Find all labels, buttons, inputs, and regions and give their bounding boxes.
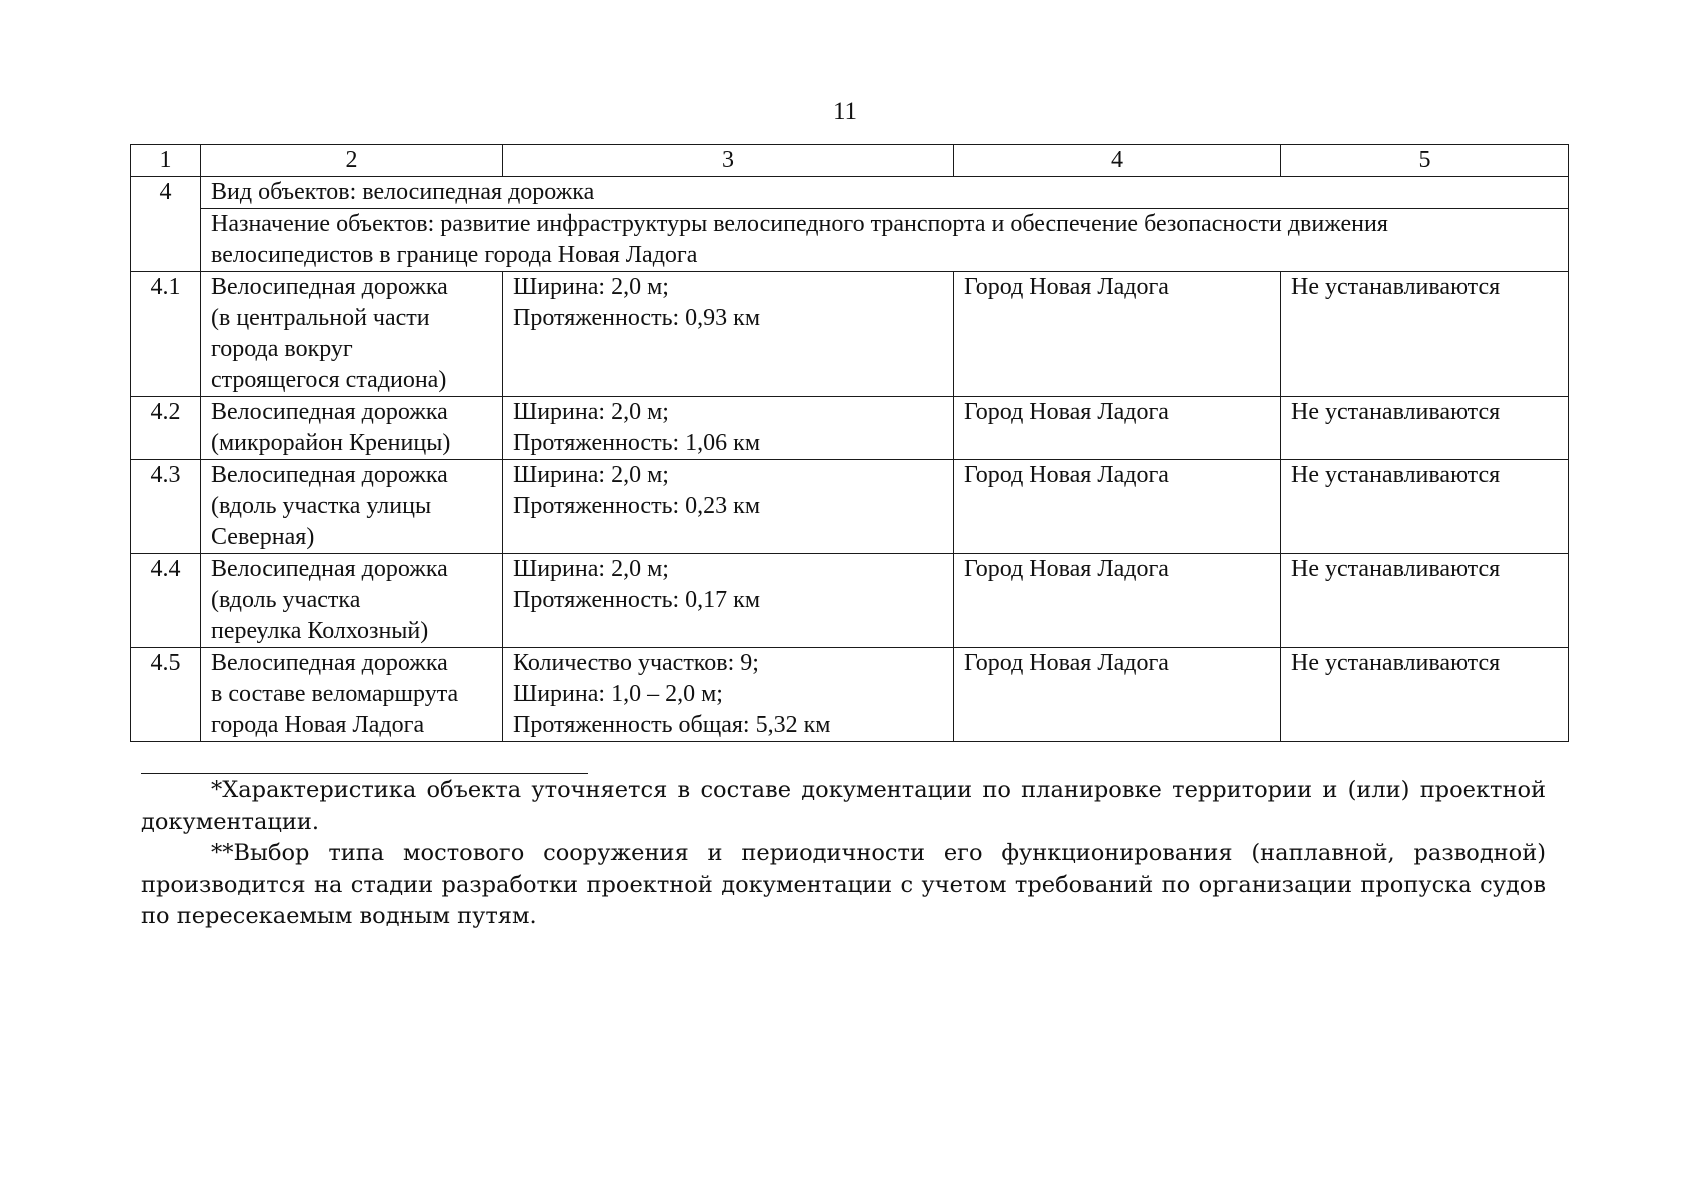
row-spec-line: Ширина: 2,0 м; [513, 399, 669, 425]
row-name-line: Велосипедная дорожка [211, 556, 448, 582]
row-spec-line: Ширина: 2,0 м; [513, 462, 669, 488]
row-location-text: Город Новая Ладога [964, 462, 1169, 488]
row-zones-text: Не устанавливаются [1291, 399, 1501, 425]
row-name-line: (вдоль участка улицы [211, 493, 432, 519]
row-zones [1281, 397, 1569, 460]
section-purpose-line: Назначение объектов: развитие инфраструктуры велосипедного транспорта и обеспечение безопасности движения [211, 211, 1388, 237]
table-header-row [131, 145, 1569, 177]
row-name-line: города вокруг [211, 336, 353, 362]
row-location [954, 460, 1281, 554]
row-spec-line: Ширина: 2,0 м; [513, 556, 669, 582]
row-location-text: Город Новая Ладога [964, 556, 1169, 582]
row-zones [1281, 272, 1569, 397]
row-location-text: Город Новая Ладога [964, 399, 1169, 425]
row-location [954, 554, 1281, 648]
footnote-separator [141, 773, 588, 774]
row-name [201, 554, 503, 648]
row-zones-text: Не устанавливаются [1291, 274, 1501, 300]
row-specs [503, 648, 954, 742]
row-location-text: Город Новая Ладога [964, 274, 1169, 300]
row-number: 4.4 [131, 554, 201, 648]
row-name [201, 397, 503, 460]
row-location [954, 397, 1281, 460]
row-name-line: (микрорайон Креницы) [211, 430, 451, 456]
row-number: 4.2 [131, 397, 201, 460]
row-spec-line: Количество участков: 9; [513, 650, 759, 676]
section-purpose [201, 209, 1569, 272]
table-row [131, 272, 1569, 397]
row-name-line: (вдоль участка [211, 587, 361, 613]
row-location-text: Город Новая Ладога [964, 650, 1169, 676]
section-purpose-line: велосипедистов в границе города Новая Ладога [211, 242, 698, 268]
row-name-line: Велосипедная дорожка [211, 274, 448, 300]
row-zones [1281, 554, 1569, 648]
row-spec-line: Ширина: 2,0 м; [513, 274, 669, 300]
row-spec-line: Протяженность: 0,23 км [513, 493, 761, 519]
row-zones [1281, 648, 1569, 742]
header-cell: 1 [131, 145, 201, 177]
row-name-line: Велосипедная дорожка [211, 399, 448, 425]
row-spec-line: Ширина: 1,0 – 2,0 м; [513, 681, 723, 707]
header-cell: 4 [954, 145, 1281, 177]
row-zones-text: Не устанавливаются [1291, 556, 1501, 582]
row-name [201, 648, 503, 742]
row-spec-line: Протяженность: 0,93 км [513, 305, 761, 331]
row-specs [503, 460, 954, 554]
row-name-line: строящегося стадиона) [211, 367, 447, 393]
row-specs [503, 272, 954, 397]
row-location [954, 272, 1281, 397]
row-spec-line: Протяженность общая: 5,32 км [513, 712, 831, 738]
section-number: 4 [131, 177, 201, 272]
row-name-line: Велосипедная дорожка [211, 650, 448, 676]
footnote-2: **Выбор типа мостового сооружения и периодичности его функционирования (наплавной, разводной) производится на стадии разработки проектной документации с учетом требований по организации пропуска судов по пересекаемым водным путям. [141, 840, 1546, 929]
row-zones [1281, 460, 1569, 554]
page-number: 11 [832, 98, 858, 125]
row-name-line: переулка Колхозный) [211, 618, 429, 644]
section-type [201, 177, 1569, 209]
header-cell: 3 [503, 145, 954, 177]
row-specs [503, 397, 954, 460]
row-spec-line: Протяженность: 0,17 км [513, 587, 761, 613]
objects-table [130, 144, 1569, 742]
row-name [201, 272, 503, 397]
row-name-line: Велосипедная дорожка [211, 462, 448, 488]
row-name-line: Северная) [211, 524, 315, 550]
row-location [954, 648, 1281, 742]
header-cell: 5 [1281, 145, 1569, 177]
row-zones-text: Не устанавливаются [1291, 650, 1501, 676]
section-type-text: Вид объектов: велосипедная дорожка [211, 179, 595, 205]
section-purpose-row [131, 209, 1569, 272]
row-number: 4.3 [131, 460, 201, 554]
row-name-line: города Новая Ладога [211, 712, 425, 738]
footnote-1: *Характеристика объекта уточняется в составе документации по планировке территории и (или) проектной документации. [141, 777, 1546, 835]
row-name [201, 460, 503, 554]
row-spec-line: Протяженность: 1,06 км [513, 430, 761, 456]
table-row [131, 554, 1569, 648]
row-specs [503, 554, 954, 648]
row-number: 4.1 [131, 272, 201, 397]
table-row [131, 648, 1569, 742]
header-cell: 2 [201, 145, 503, 177]
section-type-row [131, 177, 1569, 209]
table-row [131, 397, 1569, 460]
footnotes [141, 775, 1546, 933]
row-name-line: (в центральной части [211, 305, 430, 331]
row-zones-text: Не устанавливаются [1291, 462, 1501, 488]
row-name-line: в составе веломаршрута [211, 681, 459, 707]
row-number: 4.5 [131, 648, 201, 742]
table-row [131, 460, 1569, 554]
